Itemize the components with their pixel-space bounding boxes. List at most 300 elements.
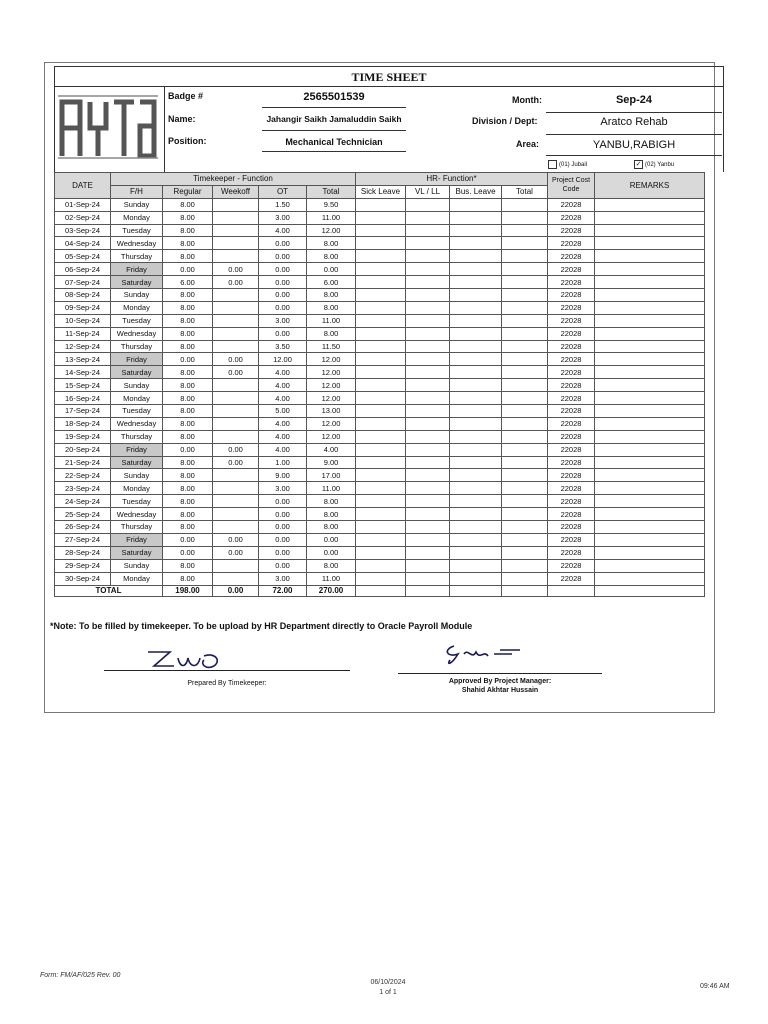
cell-regular: 8.00 xyxy=(163,289,213,302)
cell-weekoff xyxy=(213,405,259,418)
cell-bus xyxy=(450,327,502,340)
cell-vl xyxy=(406,495,450,508)
cell-total: 8.00 xyxy=(307,289,356,302)
cell-vl xyxy=(406,353,450,366)
cell-weekoff xyxy=(213,379,259,392)
cell-regular: 8.00 xyxy=(163,469,213,482)
cell-weekoff: 0.00 xyxy=(213,443,259,456)
cell-bus xyxy=(450,572,502,585)
cell-date: 08-Sep-24 xyxy=(55,289,111,302)
cell-hr-total xyxy=(502,353,548,366)
total-vl xyxy=(406,585,450,596)
cell-weekoff: 0.00 xyxy=(213,366,259,379)
cell-hr-total xyxy=(502,237,548,250)
cell-sick xyxy=(356,211,406,224)
cell-regular: 8.00 xyxy=(163,392,213,405)
cell-project-code: 22028 xyxy=(548,327,595,340)
table-row xyxy=(55,521,705,534)
cell-total: 6.00 xyxy=(307,276,356,289)
cell-project-code: 22028 xyxy=(548,340,595,353)
position-underline xyxy=(262,151,406,152)
cell-bus xyxy=(450,392,502,405)
cell-bus xyxy=(450,301,502,314)
cell-regular: 6.00 xyxy=(163,276,213,289)
table-row xyxy=(55,327,705,340)
cell-sick xyxy=(356,379,406,392)
table-row xyxy=(55,495,705,508)
cell-vl xyxy=(406,198,450,211)
cell-hr-total xyxy=(502,314,548,327)
table-row xyxy=(55,405,705,418)
approved-by-caption: Approved By Project Manager: xyxy=(448,678,552,685)
cell-remarks xyxy=(595,546,705,559)
cell-regular: 8.00 xyxy=(163,250,213,263)
cell-ot: 3.00 xyxy=(259,572,307,585)
cell-date: 23-Sep-24 xyxy=(55,482,111,495)
total-code xyxy=(548,585,595,596)
cell-vl xyxy=(406,237,450,250)
cell-weekoff xyxy=(213,198,259,211)
cell-date: 19-Sep-24 xyxy=(55,430,111,443)
name-value: Jahangir Saikh Jamaluddin Saikh xyxy=(266,114,402,124)
cell-sick xyxy=(356,430,406,443)
cell-ot: 1.50 xyxy=(259,198,307,211)
cell-sick xyxy=(356,237,406,250)
cell-ot: 4.00 xyxy=(259,366,307,379)
cell-day: Saturday xyxy=(111,456,163,469)
cell-date: 07-Sep-24 xyxy=(55,276,111,289)
cell-sick xyxy=(356,340,406,353)
cell-weekoff xyxy=(213,559,259,572)
cell-ot: 5.00 xyxy=(259,405,307,418)
position-value: Mechanical Technician xyxy=(285,137,383,147)
cell-hr-total xyxy=(502,430,548,443)
cell-hr-total xyxy=(502,546,548,559)
cell-date: 30-Sep-24 xyxy=(55,572,111,585)
cell-bus xyxy=(450,456,502,469)
cell-day: Wednesday xyxy=(111,508,163,521)
col-hr-total: Total xyxy=(502,185,548,198)
cell-ot: 0.00 xyxy=(259,546,307,559)
cell-vl xyxy=(406,508,450,521)
cell-regular: 8.00 xyxy=(163,379,213,392)
cell-vl xyxy=(406,559,450,572)
cell-weekoff xyxy=(213,314,259,327)
total-bus xyxy=(450,585,502,596)
cell-sick xyxy=(356,314,406,327)
cell-weekoff xyxy=(213,508,259,521)
cell-bus xyxy=(450,379,502,392)
col-date: DATE xyxy=(55,173,111,199)
cell-ot: 0.00 xyxy=(259,263,307,276)
table-row xyxy=(55,559,705,572)
cell-weekoff xyxy=(213,521,259,534)
cell-regular: 0.00 xyxy=(163,263,213,276)
cell-hr-total xyxy=(502,508,548,521)
cell-date: 02-Sep-24 xyxy=(55,211,111,224)
col-total: Total xyxy=(307,185,356,198)
cell-project-code: 22028 xyxy=(548,289,595,302)
cell-remarks xyxy=(595,263,705,276)
cell-ot: 3.00 xyxy=(259,314,307,327)
cell-date: 29-Sep-24 xyxy=(55,559,111,572)
cell-date: 14-Sep-24 xyxy=(55,366,111,379)
cell-regular: 8.00 xyxy=(163,456,213,469)
cell-sick xyxy=(356,405,406,418)
cell-total: 8.00 xyxy=(307,250,356,263)
cell-weekoff xyxy=(213,495,259,508)
cell-sick xyxy=(356,469,406,482)
cell-regular: 8.00 xyxy=(163,301,213,314)
header-left-border xyxy=(54,66,55,172)
cell-project-code: 22028 xyxy=(548,263,595,276)
area-value: YANBU,RABIGH xyxy=(592,139,676,151)
cell-date: 15-Sep-24 xyxy=(55,379,111,392)
cell-ot: 4.00 xyxy=(259,430,307,443)
title-divider xyxy=(54,86,724,87)
cell-ot: 0.00 xyxy=(259,521,307,534)
cell-total: 0.00 xyxy=(307,546,356,559)
cell-date: 10-Sep-24 xyxy=(55,314,111,327)
timekeeper-signature xyxy=(140,646,230,672)
table-row xyxy=(55,430,705,443)
cell-sick xyxy=(356,533,406,546)
cell-hr-total xyxy=(502,521,548,534)
cell-sick xyxy=(356,546,406,559)
cell-remarks xyxy=(595,198,705,211)
area-underline xyxy=(546,155,722,156)
cell-project-code: 22028 xyxy=(548,366,595,379)
group-timekeeper: Timekeeper - Function xyxy=(111,173,356,186)
cell-remarks xyxy=(595,301,705,314)
manager-signature xyxy=(440,640,530,670)
cell-sick xyxy=(356,482,406,495)
cell-bus xyxy=(450,198,502,211)
checkbox-icon[interactable] xyxy=(548,160,557,169)
cell-remarks xyxy=(595,314,705,327)
table-row xyxy=(55,392,705,405)
print-time: 09:46 AM xyxy=(700,983,730,990)
area-option-yanbu[interactable]: ✓ (02) Yanbu xyxy=(635,161,675,169)
table-row xyxy=(55,456,705,469)
cell-ot: 12.00 xyxy=(259,353,307,366)
cell-day: Saturday xyxy=(111,366,163,379)
col-remarks: REMARKS xyxy=(595,173,705,199)
cell-bus xyxy=(450,495,502,508)
cell-hr-total xyxy=(502,263,548,276)
cell-total: 12.00 xyxy=(307,224,356,237)
table-row xyxy=(55,417,705,430)
cell-bus xyxy=(450,263,502,276)
cell-sick xyxy=(356,327,406,340)
cell-total: 12.00 xyxy=(307,417,356,430)
cell-regular: 8.00 xyxy=(163,327,213,340)
division-underline xyxy=(546,134,722,135)
cell-hr-total xyxy=(502,340,548,353)
approved-signature-line xyxy=(398,673,602,674)
total-label: TOTAL xyxy=(55,585,163,596)
cell-remarks xyxy=(595,430,705,443)
cell-total: 17.00 xyxy=(307,469,356,482)
cell-regular: 8.00 xyxy=(163,237,213,250)
cell-vl xyxy=(406,289,450,302)
cell-total: 11.00 xyxy=(307,572,356,585)
total-weekoff: 0.00 xyxy=(213,585,259,596)
cell-remarks xyxy=(595,211,705,224)
cell-regular: 0.00 xyxy=(163,546,213,559)
cell-project-code: 22028 xyxy=(548,533,595,546)
cell-regular: 8.00 xyxy=(163,405,213,418)
cell-day: Thursday xyxy=(111,340,163,353)
cell-total: 12.00 xyxy=(307,392,356,405)
cell-weekoff: 0.00 xyxy=(213,353,259,366)
cell-remarks xyxy=(595,495,705,508)
cell-vl xyxy=(406,405,450,418)
table-row xyxy=(55,237,705,250)
area-option-jubail[interactable]: (01) Jubail xyxy=(548,160,587,169)
cell-vl xyxy=(406,430,450,443)
col-sick-leave: Sick Leave xyxy=(356,185,406,198)
total-ot: 72.00 xyxy=(259,585,307,596)
cell-vl xyxy=(406,456,450,469)
cell-total: 8.00 xyxy=(307,508,356,521)
col-vl-ll: VL / LL xyxy=(406,185,450,198)
cell-remarks xyxy=(595,417,705,430)
company-logo xyxy=(56,88,160,160)
cell-day: Tuesday xyxy=(111,314,163,327)
table-row xyxy=(55,314,705,327)
cell-remarks xyxy=(595,353,705,366)
cell-day: Sunday xyxy=(111,198,163,211)
cell-date: 13-Sep-24 xyxy=(55,353,111,366)
cell-vl xyxy=(406,533,450,546)
cell-day: Sunday xyxy=(111,559,163,572)
badge-underline xyxy=(262,107,406,108)
cell-regular: 8.00 xyxy=(163,559,213,572)
cell-day: Monday xyxy=(111,572,163,585)
approved-by-name: Shahid Akhtar Hussain xyxy=(461,687,539,694)
table-row xyxy=(55,546,705,559)
cell-date: 17-Sep-24 xyxy=(55,405,111,418)
cell-day: Thursday xyxy=(111,521,163,534)
cell-total: 8.00 xyxy=(307,495,356,508)
cell-day: Tuesday xyxy=(111,224,163,237)
group-hr: HR- Function* xyxy=(356,173,548,186)
name-underline xyxy=(262,130,406,131)
cell-day: Friday xyxy=(111,353,163,366)
cell-remarks xyxy=(595,508,705,521)
cell-vl xyxy=(406,301,450,314)
cell-project-code: 22028 xyxy=(548,521,595,534)
cell-regular: 8.00 xyxy=(163,314,213,327)
col-bus-leave: Bus. Leave xyxy=(450,185,502,198)
cell-day: Monday xyxy=(111,211,163,224)
cell-remarks xyxy=(595,366,705,379)
table-row xyxy=(55,301,705,314)
cell-weekoff xyxy=(213,250,259,263)
cell-sick xyxy=(356,521,406,534)
cell-project-code: 22028 xyxy=(548,211,595,224)
cell-total: 0.00 xyxy=(307,263,356,276)
cell-day: Sunday xyxy=(111,289,163,302)
cell-ot: 0.00 xyxy=(259,289,307,302)
cell-ot: 0.00 xyxy=(259,250,307,263)
cell-ot: 1.00 xyxy=(259,456,307,469)
cell-sick xyxy=(356,572,406,585)
cell-day: Wednesday xyxy=(111,327,163,340)
cell-regular: 8.00 xyxy=(163,495,213,508)
area-label: Area: xyxy=(516,139,540,149)
cell-bus xyxy=(450,224,502,237)
table-row xyxy=(55,263,705,276)
total-remarks xyxy=(595,585,705,596)
cell-remarks xyxy=(595,340,705,353)
cell-weekoff xyxy=(213,430,259,443)
cell-sick xyxy=(356,301,406,314)
cell-ot: 0.00 xyxy=(259,237,307,250)
cell-total: 13.00 xyxy=(307,405,356,418)
cell-regular: 0.00 xyxy=(163,443,213,456)
cell-day: Wednesday xyxy=(111,417,163,430)
table-row xyxy=(55,276,705,289)
cell-date: 12-Sep-24 xyxy=(55,340,111,353)
cell-total: 8.00 xyxy=(307,559,356,572)
cell-date: 22-Sep-24 xyxy=(55,469,111,482)
month-label: Month: xyxy=(512,95,542,105)
cell-vl xyxy=(406,314,450,327)
cell-sick xyxy=(356,495,406,508)
total-sick xyxy=(356,585,406,596)
cell-total: 12.00 xyxy=(307,353,356,366)
cell-sick xyxy=(356,508,406,521)
table-row xyxy=(55,289,705,302)
cell-day: Tuesday xyxy=(111,495,163,508)
cell-total: 4.00 xyxy=(307,443,356,456)
cell-weekoff xyxy=(213,224,259,237)
cell-vl xyxy=(406,224,450,237)
cell-day: Tuesday xyxy=(111,405,163,418)
cell-bus xyxy=(450,405,502,418)
cell-total: 11.00 xyxy=(307,314,356,327)
cell-remarks xyxy=(595,405,705,418)
cell-sick xyxy=(356,224,406,237)
cell-bus xyxy=(450,276,502,289)
note-text: *Note: To be filled by timekeeper. To be upload by HR Department directly to Oracle Payroll Module xyxy=(50,621,473,631)
checked-checkbox-icon[interactable]: ✓ xyxy=(635,161,642,168)
cell-project-code: 22028 xyxy=(548,469,595,482)
cell-hr-total xyxy=(502,469,548,482)
cell-total: 9.50 xyxy=(307,198,356,211)
cell-regular: 0.00 xyxy=(163,353,213,366)
cell-sick xyxy=(356,366,406,379)
cell-remarks xyxy=(595,289,705,302)
cell-weekoff xyxy=(213,392,259,405)
cell-ot: 3.50 xyxy=(259,340,307,353)
cell-date: 03-Sep-24 xyxy=(55,224,111,237)
cell-project-code: 22028 xyxy=(548,482,595,495)
table-row xyxy=(55,469,705,482)
cell-remarks xyxy=(595,276,705,289)
cell-bus xyxy=(450,521,502,534)
cell-bus xyxy=(450,340,502,353)
cell-vl xyxy=(406,211,450,224)
cell-sick xyxy=(356,198,406,211)
page-title: TIME SHEET xyxy=(54,66,724,87)
badge-value: 2565501539 xyxy=(303,91,365,103)
cell-vl xyxy=(406,443,450,456)
table-row xyxy=(55,366,705,379)
cell-bus xyxy=(450,443,502,456)
table-row xyxy=(55,508,705,521)
table-row xyxy=(55,353,705,366)
cell-hr-total xyxy=(502,211,548,224)
cell-day: Monday xyxy=(111,301,163,314)
cell-date: 16-Sep-24 xyxy=(55,392,111,405)
cell-project-code: 22028 xyxy=(548,508,595,521)
cell-project-code: 22028 xyxy=(548,276,595,289)
cell-day: Monday xyxy=(111,482,163,495)
cell-date: 04-Sep-24 xyxy=(55,237,111,250)
cell-total: 0.00 xyxy=(307,533,356,546)
cell-ot: 9.00 xyxy=(259,469,307,482)
table-row xyxy=(55,572,705,585)
cell-regular: 0.00 xyxy=(163,533,213,546)
cell-sick xyxy=(356,443,406,456)
cell-bus xyxy=(450,482,502,495)
cell-ot: 0.00 xyxy=(259,533,307,546)
cell-day: Sunday xyxy=(111,379,163,392)
cell-ot: 0.00 xyxy=(259,327,307,340)
cell-remarks xyxy=(595,237,705,250)
cell-project-code: 22028 xyxy=(548,198,595,211)
cell-regular: 8.00 xyxy=(163,340,213,353)
table-row xyxy=(55,533,705,546)
cell-hr-total xyxy=(502,327,548,340)
cell-project-code: 22028 xyxy=(548,559,595,572)
cell-regular: 8.00 xyxy=(163,224,213,237)
cell-date: 05-Sep-24 xyxy=(55,250,111,263)
cell-bus xyxy=(450,250,502,263)
cell-day: Friday xyxy=(111,533,163,546)
cell-ot: 4.00 xyxy=(259,443,307,456)
page-number: 1 of 1 xyxy=(379,989,397,996)
cell-ot: 0.00 xyxy=(259,559,307,572)
cell-sick xyxy=(356,392,406,405)
cell-sick xyxy=(356,250,406,263)
prepared-by-caption: Prepared By Timekeeper: xyxy=(187,680,267,687)
cell-regular: 8.00 xyxy=(163,198,213,211)
cell-bus xyxy=(450,314,502,327)
cell-regular: 8.00 xyxy=(163,211,213,224)
cell-day: Saturday xyxy=(111,276,163,289)
cell-bus xyxy=(450,546,502,559)
cell-sick xyxy=(356,263,406,276)
cell-date: 24-Sep-24 xyxy=(55,495,111,508)
cell-sick xyxy=(356,276,406,289)
month-value: Sep-24 xyxy=(615,94,653,106)
cell-ot: 0.00 xyxy=(259,276,307,289)
cell-project-code: 22028 xyxy=(548,456,595,469)
cell-project-code: 22028 xyxy=(548,572,595,585)
cell-hr-total xyxy=(502,495,548,508)
cell-hr-total xyxy=(502,392,548,405)
cell-weekoff: 0.00 xyxy=(213,546,259,559)
cell-vl xyxy=(406,469,450,482)
cell-date: 06-Sep-24 xyxy=(55,263,111,276)
cell-total: 11.50 xyxy=(307,340,356,353)
cell-project-code: 22028 xyxy=(548,392,595,405)
form-code: Form: FM/AF/025 Rev. 00 xyxy=(40,972,121,979)
